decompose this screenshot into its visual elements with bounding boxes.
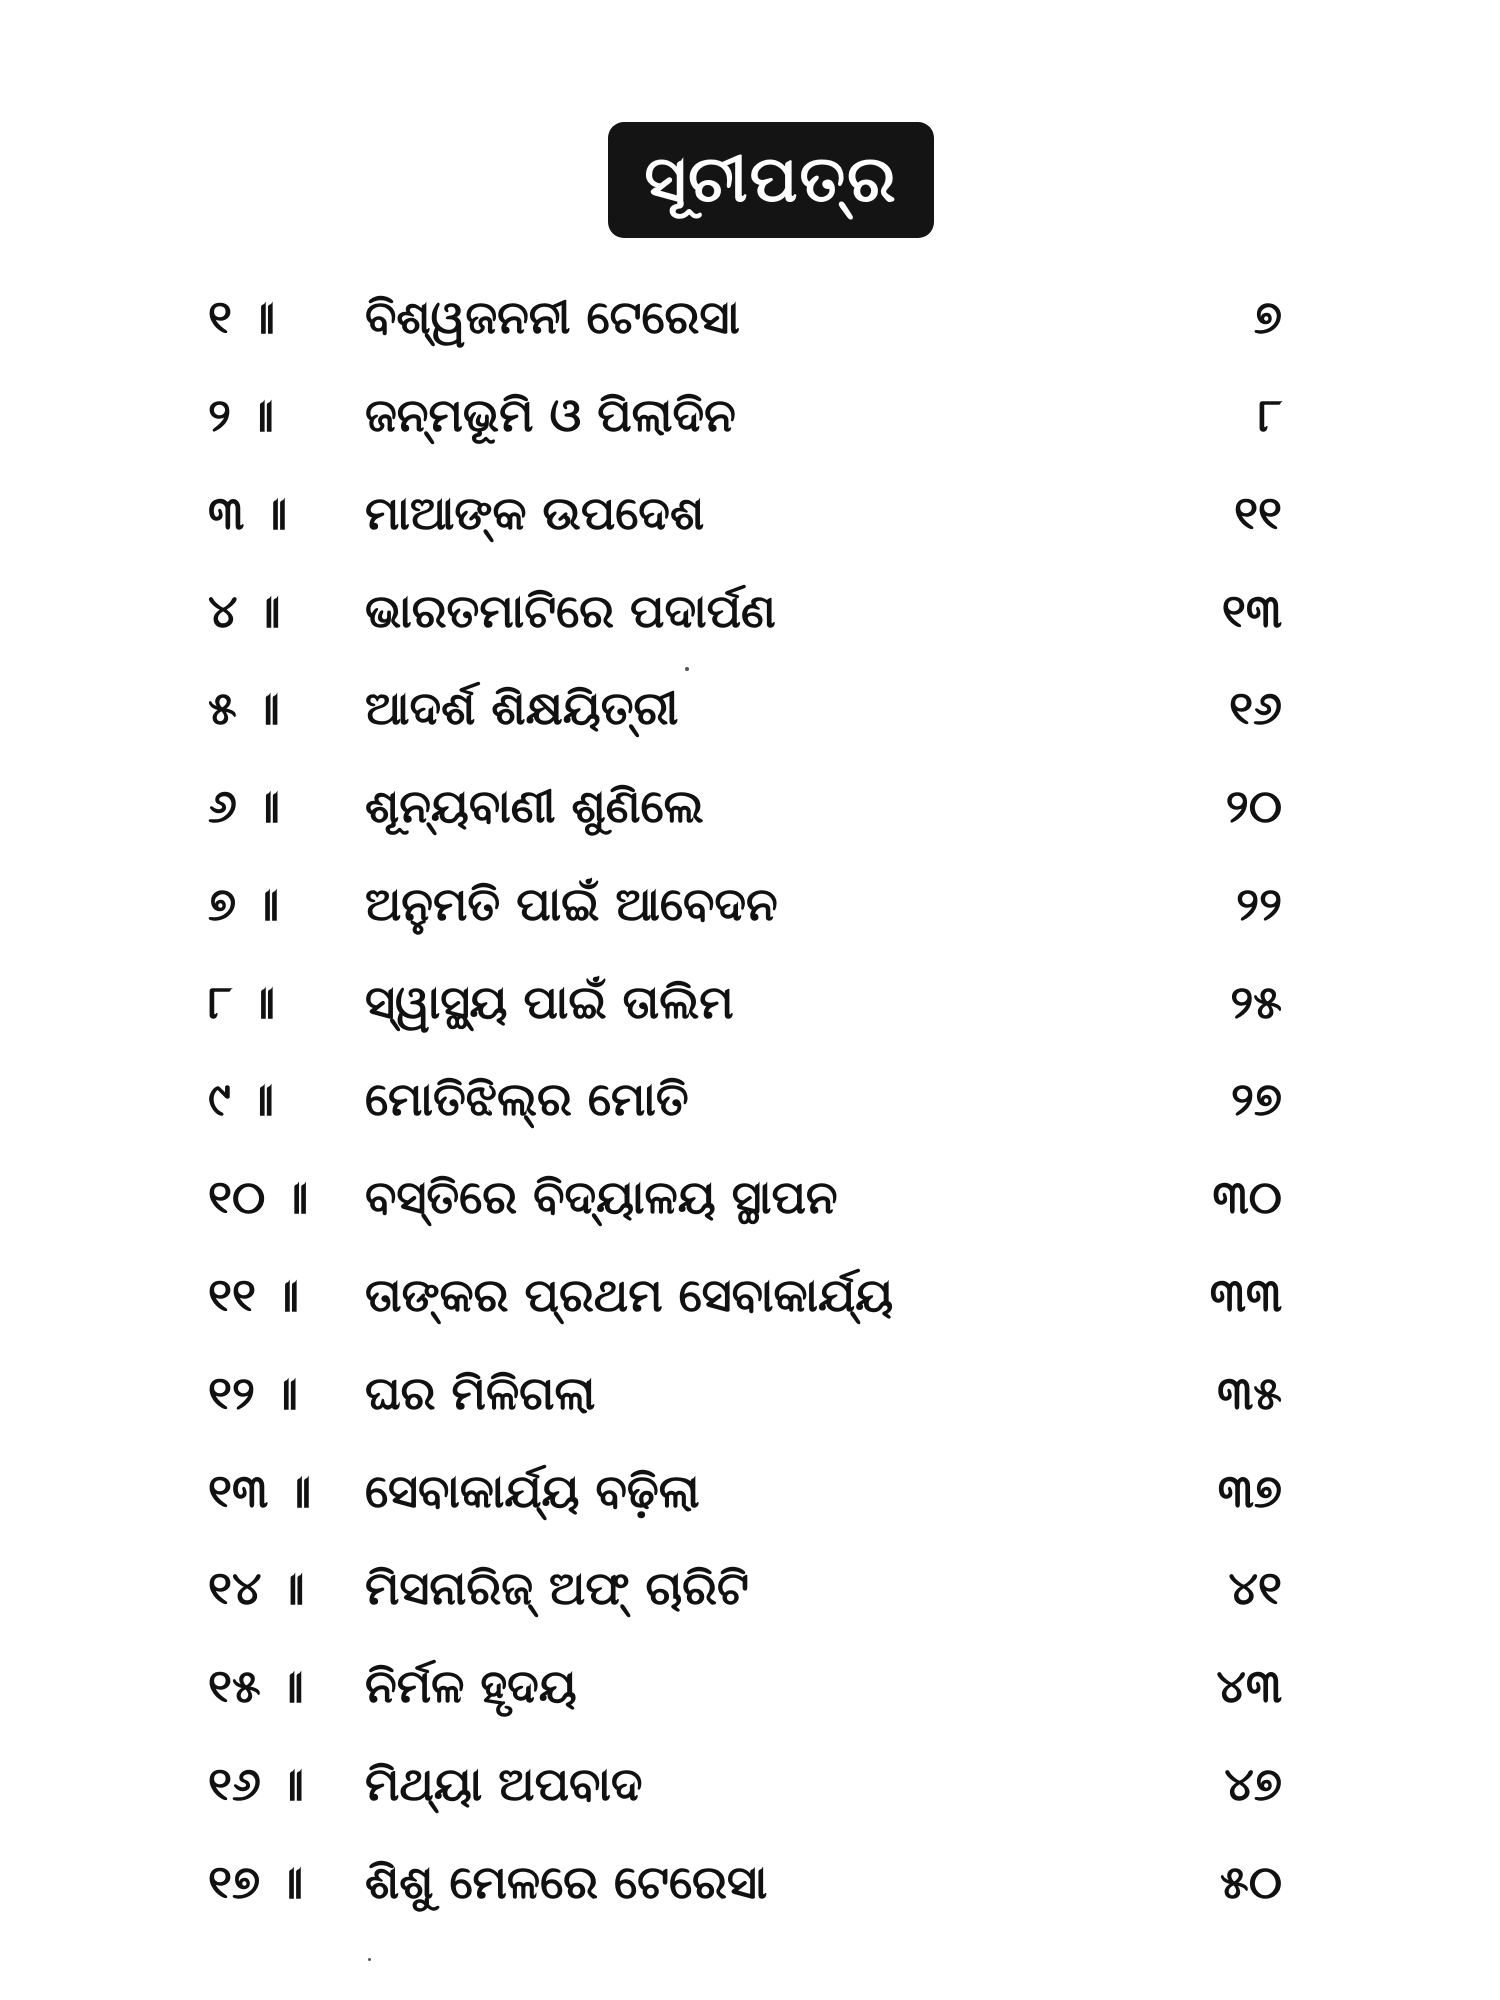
- chapter-number: ୩ ॥: [208, 486, 288, 540]
- chapter-title: ତାଙ୍କର ପ୍ରଥମ ସେବାକାର୍ଯ୍ୟ: [365, 1268, 894, 1322]
- chapter-title: ମୋତିଝିଲ୍‌ର ମୋତି: [365, 1072, 689, 1126]
- page-number: ୧୧: [1234, 486, 1282, 540]
- toc-entry[interactable]: [0, 1250, 1500, 1340]
- toc-entry[interactable]: [0, 761, 1500, 851]
- page-number: ୩୭: [1217, 1464, 1282, 1518]
- chapter-number: ୧୦ ॥: [208, 1170, 309, 1224]
- toc-entry[interactable]: [0, 957, 1500, 1047]
- chapter-title: ଜନ୍ମଭୂମି ଓ ପିଲାଦିନ: [365, 388, 736, 442]
- chapter-number: ୨ ॥: [208, 388, 275, 442]
- chapter-number: ୧୬ ॥: [208, 1757, 305, 1811]
- chapter-title: ଶୂନ୍ୟବାଣୀ ଶୁଣିଲେ: [365, 779, 704, 833]
- chapter-title: ଅନୁମତି ପାଇଁ ଆବେଦନ: [365, 877, 778, 931]
- page-number: ୮: [1257, 388, 1282, 442]
- chapter-title: ସ୍ୱାସ୍ଥ୍ୟ ପାଇଁ ତାଲିମ: [365, 975, 734, 1029]
- page-number: ୨୫: [1230, 975, 1282, 1029]
- toc-entry[interactable]: [0, 1152, 1500, 1242]
- toc-entry[interactable]: [0, 1348, 1500, 1438]
- page-number: ୧୩: [1221, 584, 1282, 638]
- chapter-title: ଆଦର୍ଶ ଶିକ୍ଷୟିତ୍ରୀ: [365, 681, 679, 735]
- chapter-number: ୯ ॥: [208, 1072, 275, 1126]
- chapter-title: ଶିଶୁ ମେଳରେ ଟେରେସା: [365, 1855, 768, 1909]
- chapter-title: ଭାରତମାଟିରେ ପଦାର୍ପଣ: [365, 584, 776, 638]
- page-number: ୩୫: [1217, 1366, 1282, 1420]
- chapter-number: ୧୩ ॥: [208, 1464, 312, 1518]
- chapter-title: ମାଆଙ୍କ ଉପଦେଶ: [365, 486, 705, 540]
- chapter-number: ୭ ॥: [208, 877, 280, 931]
- toc-entry[interactable]: [0, 1054, 1500, 1144]
- page-number: ୩୩: [1209, 1268, 1282, 1322]
- page-number: ୨୨: [1236, 877, 1282, 931]
- toc-entry[interactable]: [0, 468, 1500, 558]
- toc-entry[interactable]: [0, 859, 1500, 949]
- chapter-number: ୪ ॥: [208, 584, 281, 638]
- page-number: ୪୩: [1216, 1659, 1282, 1713]
- page-number: ୫୦: [1219, 1855, 1282, 1909]
- toc-entry[interactable]: [0, 1446, 1500, 1536]
- chapter-title: ମିଥ୍ୟା ଅପବାଦ: [365, 1757, 643, 1811]
- chapter-number: ୧୫ ॥: [208, 1659, 304, 1713]
- chapter-number: ୧୪ ॥: [208, 1561, 305, 1615]
- chapter-title: ଘର ମିଳିଗଲା: [365, 1366, 596, 1420]
- toc-entry[interactable]: [0, 1641, 1500, 1731]
- page-number: ୪୭: [1224, 1757, 1282, 1811]
- chapter-number: ୧୨ ॥: [208, 1366, 299, 1420]
- chapter-number: ୧୭ ॥: [208, 1855, 304, 1909]
- toc-entry[interactable]: [0, 1543, 1500, 1633]
- page-number: ୭: [1253, 290, 1282, 344]
- chapter-number: ୧ ॥: [208, 290, 276, 344]
- page-number: ୨୦: [1225, 779, 1282, 833]
- contents-title: ସୂଚୀପତ୍ର: [644, 143, 898, 217]
- toc-entry[interactable]: [0, 1837, 1500, 1927]
- toc-entry[interactable]: [0, 370, 1500, 460]
- chapter-title: ମିସନାରିଜ୍ ଅଫ୍ ଚାରିଟି: [365, 1561, 749, 1615]
- chapter-number: ୫ ॥: [208, 681, 280, 735]
- chapter-number: ୧୧ ॥: [208, 1268, 300, 1322]
- page-number: ୩୦: [1212, 1170, 1282, 1224]
- chapter-title: ସେବାକାର୍ଯ୍ୟ ବଢ଼ିଲା: [365, 1464, 700, 1518]
- toc-entry[interactable]: [0, 566, 1500, 656]
- toc-entry[interactable]: [0, 663, 1500, 753]
- toc-entry[interactable]: [0, 1739, 1500, 1829]
- chapter-title: ବସ୍ତିରେ ବିଦ୍ୟାଳୟ ସ୍ଥାପନ: [365, 1170, 838, 1224]
- print-speck: [685, 667, 689, 671]
- chapter-title: ନିର୍ମଳ ହୃଦୟ: [365, 1659, 577, 1713]
- chapter-number: ୬ ॥: [208, 779, 281, 833]
- chapter-title: ବିଶ୍ୱଜନନୀ ଟେରେସା: [365, 290, 740, 344]
- contents-title-box: [608, 122, 934, 238]
- print-speck: [368, 1958, 371, 1961]
- chapter-number: ୮ ॥: [208, 975, 276, 1029]
- toc-entry[interactable]: [0, 272, 1500, 362]
- page-number: ୨୭: [1230, 1072, 1282, 1126]
- page-number: ୪୧: [1228, 1561, 1282, 1615]
- page-number: ୧୬: [1229, 681, 1282, 735]
